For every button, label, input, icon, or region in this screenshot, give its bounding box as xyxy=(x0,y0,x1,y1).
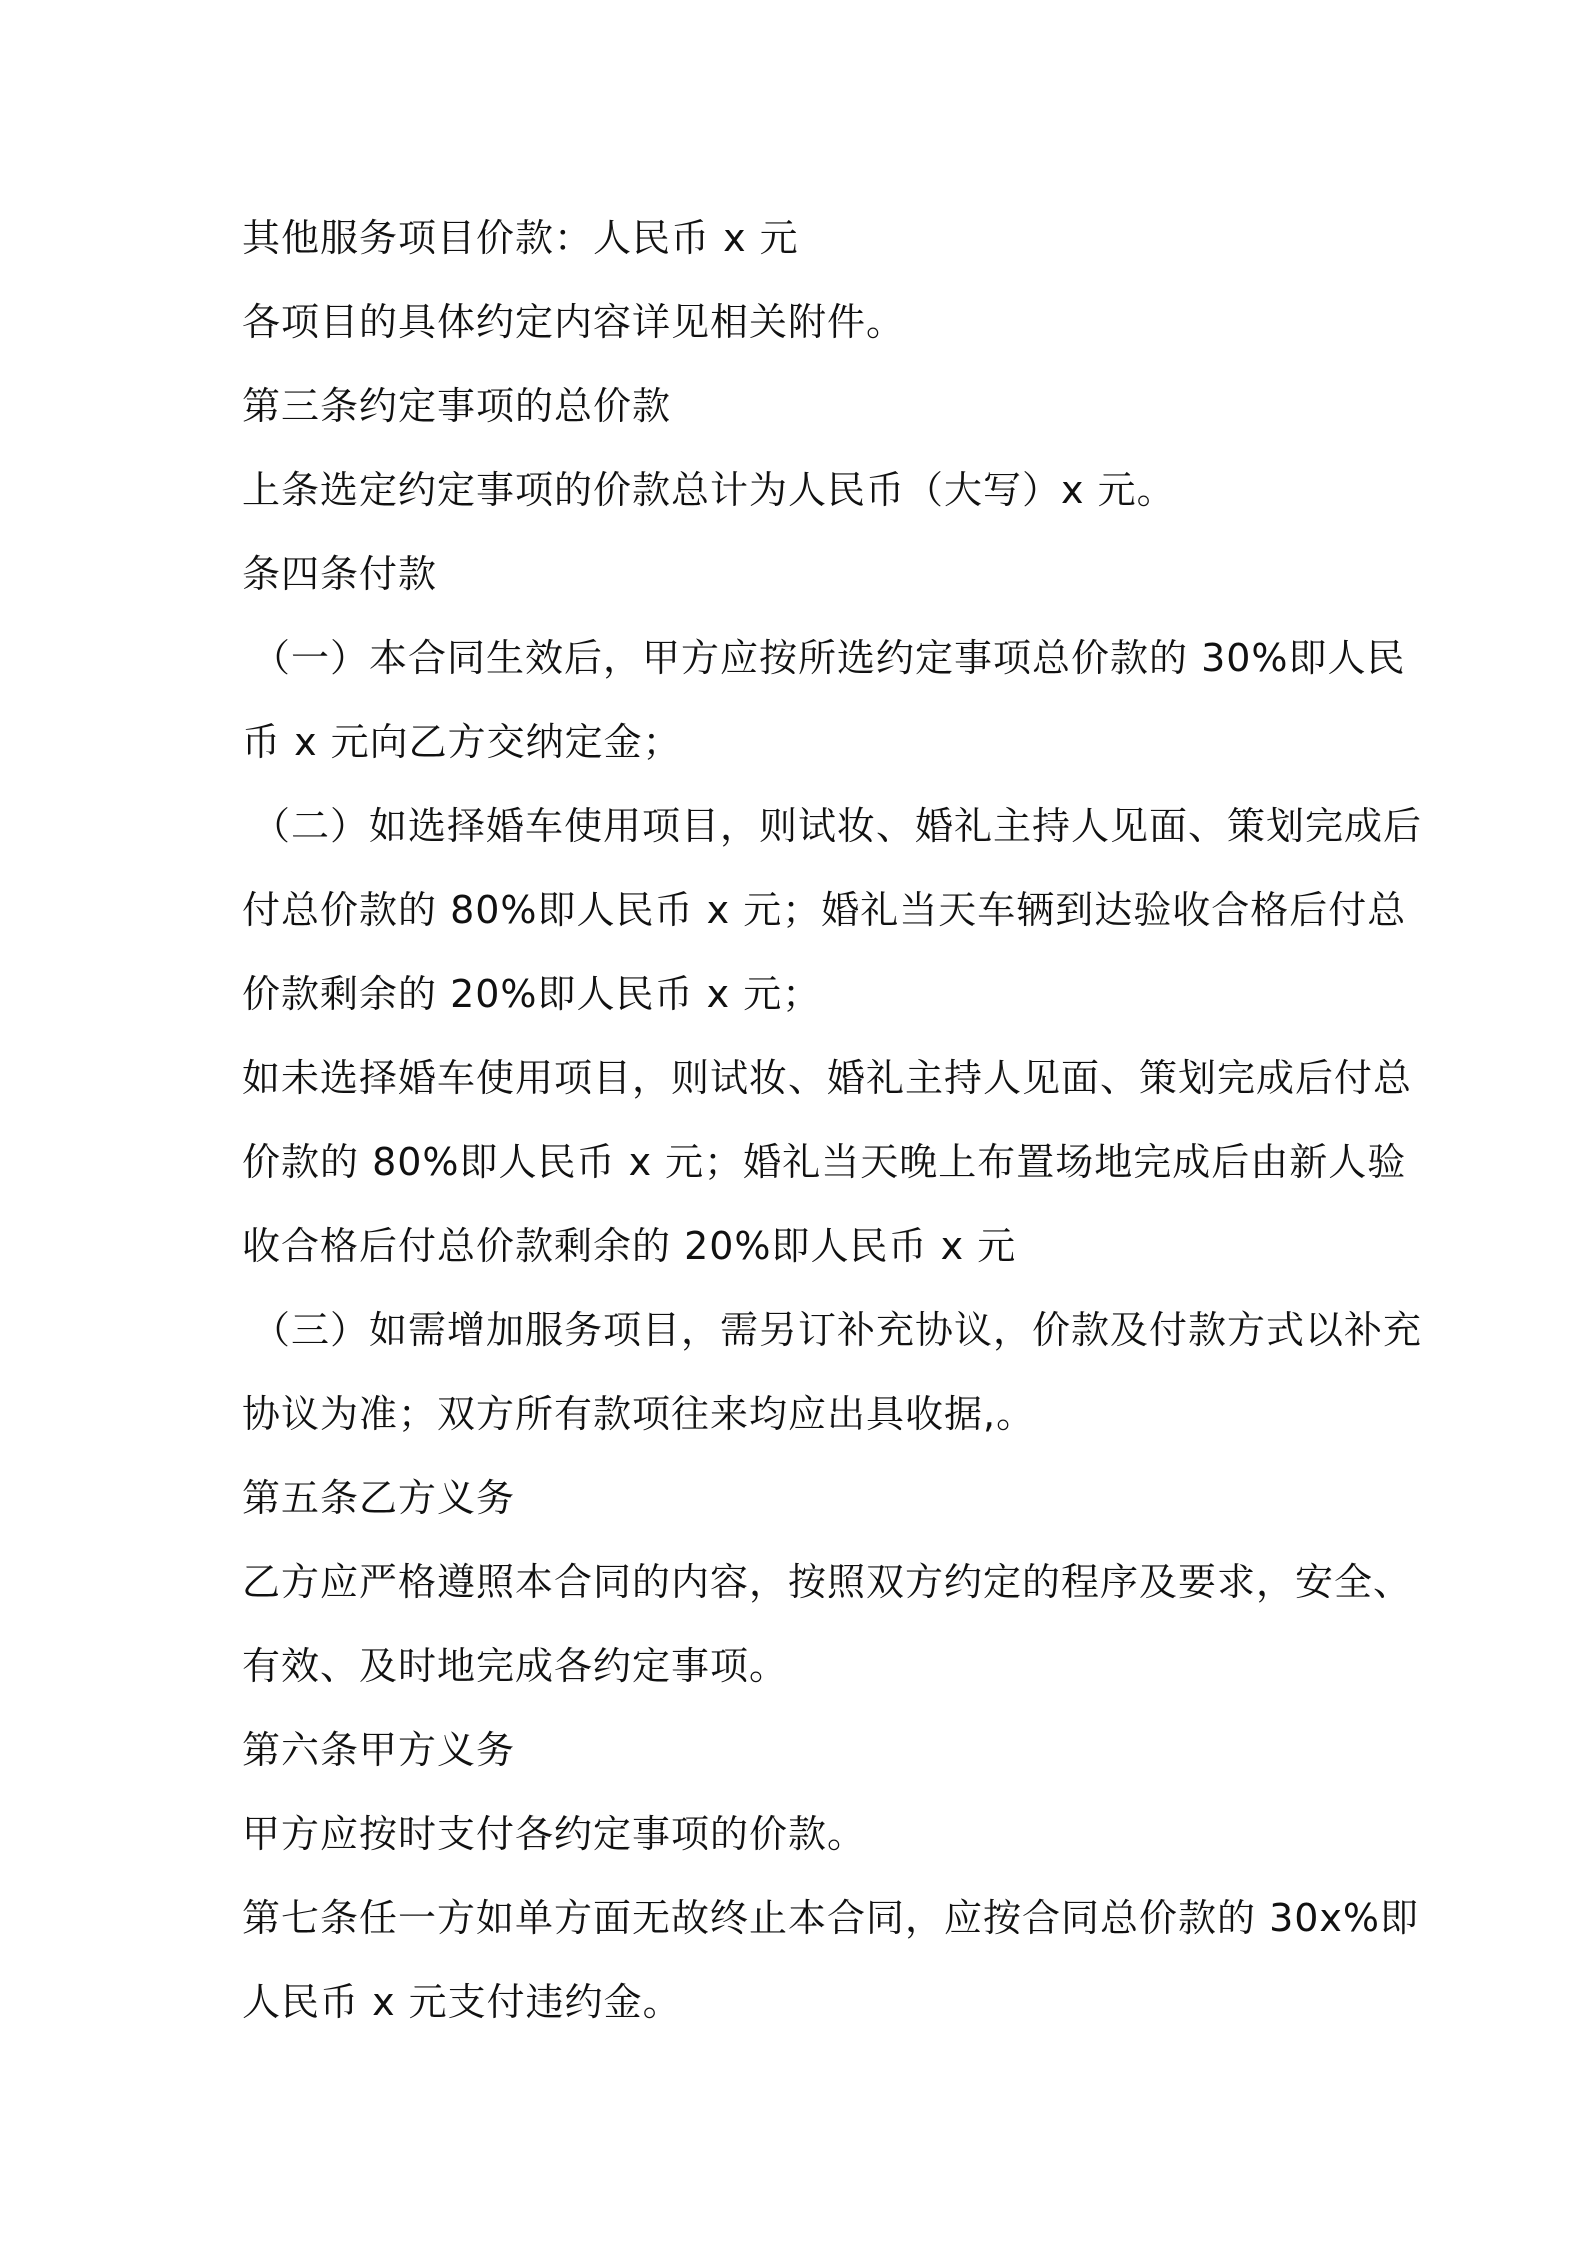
text-line: 乙方应严格遵照本合同的内容，按照双方约定的程序及要求，安全、 xyxy=(242,1560,1413,1604)
text-line: 协议为准；双方所有款项往来均应出具收据,。 xyxy=(242,1392,1036,1436)
text-line: 价款剩余的 20%即人民币 x 元； xyxy=(242,972,822,1016)
text-line: 第七条任一方如单方面无故终止本合同，应按合同总价款的 30x%即 xyxy=(242,1896,1420,1940)
text-line: 价款的 80%即人民币 x 元；婚礼当天晚上布置场地完成后由新人验 xyxy=(242,1140,1407,1184)
text-line: （三）如需增加服务项目，需另订补充协议，价款及付款方式以补充 xyxy=(252,1308,1423,1352)
article-heading: 第六条甲方义务 xyxy=(242,1728,516,1772)
text-line: 各项目的具体约定内容详见相关附件。 xyxy=(242,300,906,344)
text-line: （一）本合同生效后，甲方应按所选约定事项总价款的 30%即人民 xyxy=(252,636,1406,680)
text-line: 有效、及时地完成各约定事项。 xyxy=(242,1644,789,1688)
text-line: 甲方应按时支付各约定事项的价款。 xyxy=(242,1812,867,1856)
text-line: 付总价款的 80%即人民币 x 元；婚礼当天车辆到达验收合格后付总 xyxy=(242,888,1407,932)
text-line: （二）如选择婚车使用项目，则试妆、婚礼主持人见面、策划完成后 xyxy=(252,804,1423,848)
article-heading: 条四条付款 xyxy=(242,552,438,596)
text-line: 收合格后付总价款剩余的 20%即人民币 x 元 xyxy=(242,1224,1017,1268)
document-page xyxy=(242,196,1423,2044)
text-line: 上条选定约定事项的价款总计为人民币（大写）x 元。 xyxy=(242,468,1176,512)
text-line: 如未选择婚车使用项目，则试妆、婚礼主持人见面、策划完成后付总 xyxy=(242,1056,1413,1100)
article-heading: 第三条约定事项的总价款 xyxy=(242,384,672,428)
text-line: 人民币 x 元支付违约金。 xyxy=(242,1980,682,2024)
text-line: 币 x 元向乙方交纳定金； xyxy=(242,720,682,764)
text-line: 其他服务项目价款：人民币 x 元 xyxy=(242,216,799,260)
article-heading: 第五条乙方义务 xyxy=(242,1476,516,1520)
